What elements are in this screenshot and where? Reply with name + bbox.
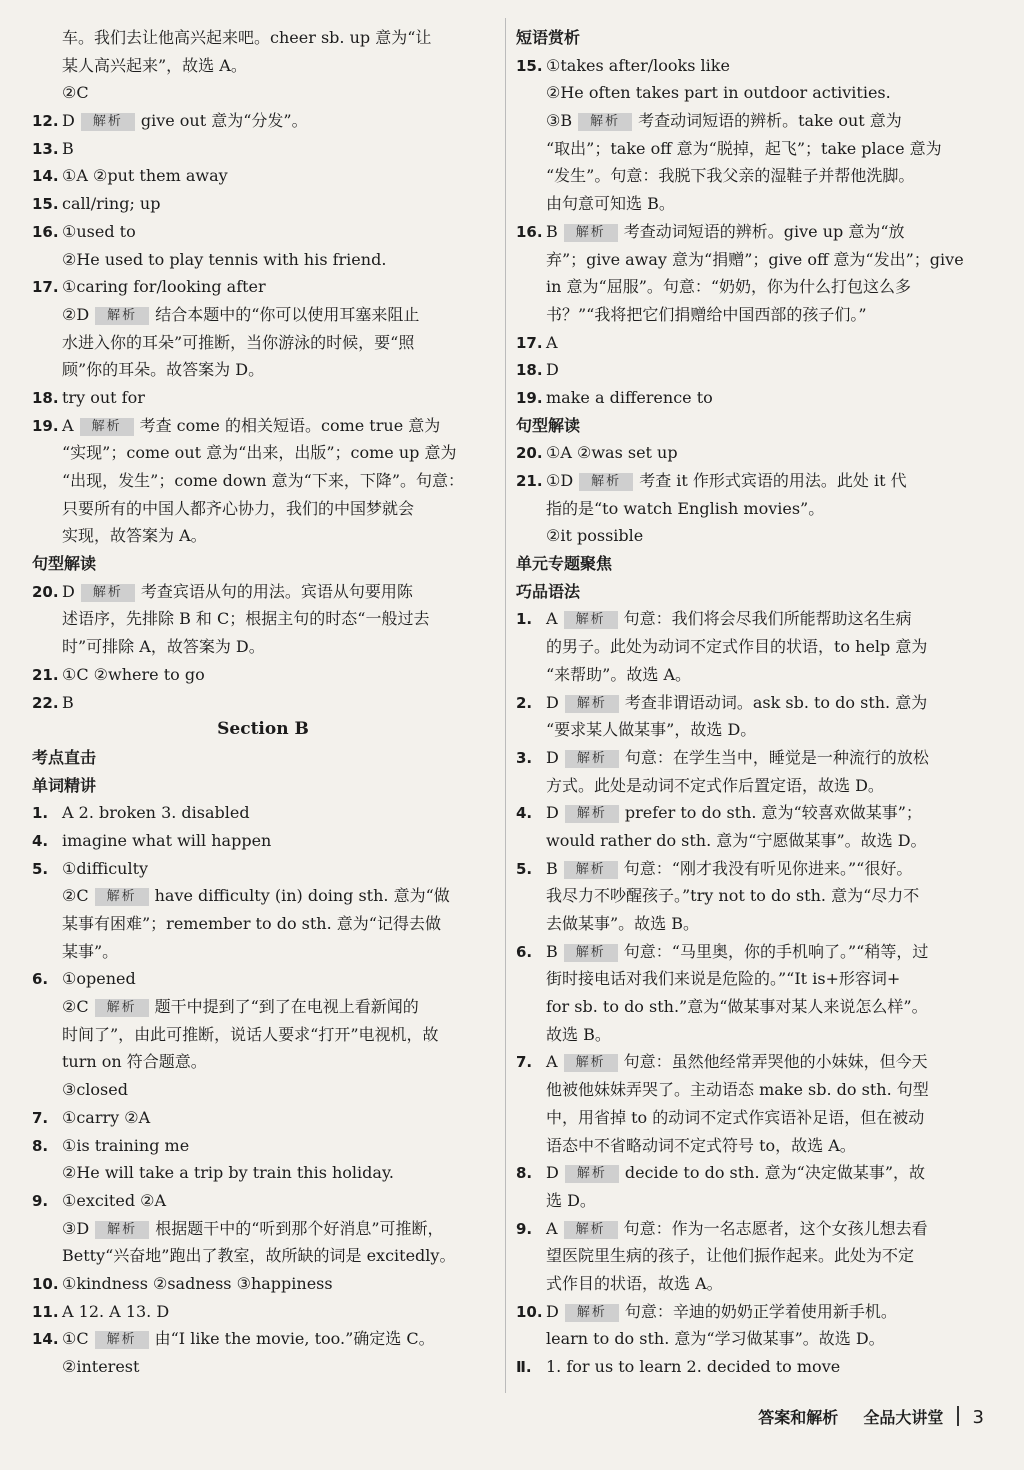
line-text: 选 D。 xyxy=(546,1190,596,1210)
line-text: turn on 符合题意。 xyxy=(62,1052,207,1072)
answer-item xyxy=(32,1270,494,1298)
analysis-tag: 解析 xyxy=(564,861,618,879)
answer-item xyxy=(32,799,494,827)
analysis-tag: 解析 xyxy=(565,805,619,823)
answer-line xyxy=(516,910,974,938)
line-text: “出现，发生”；come down 意为“下来，下降”。句意： xyxy=(62,471,465,490)
question-number: 5. xyxy=(32,859,49,878)
question-number: 22. xyxy=(32,693,59,712)
analysis-tag: 解析 xyxy=(564,944,618,962)
line-text: 方式。此处是动词不定式作后置定语，故选 D。 xyxy=(546,775,884,795)
explanation-text: give out 意为“分发”。 xyxy=(140,111,308,131)
explanation-text: 句意：在学生当中，睡觉是一种流行的放松 xyxy=(624,747,929,767)
answer-line xyxy=(32,79,494,107)
answer-text: D xyxy=(546,1163,559,1183)
answer-item xyxy=(32,1187,494,1215)
section-heading: 句型解读 xyxy=(32,554,97,574)
answer-item xyxy=(516,938,974,966)
answer-text: D xyxy=(62,111,75,131)
answer-item xyxy=(32,135,494,163)
answer-item xyxy=(32,1132,494,1160)
answer-line xyxy=(32,301,494,329)
line-text: 我尽力不吵醒孩子。”try not to do sth. 意为“尽力不 xyxy=(546,886,920,906)
explanation-text: 考查动词短语的辨析。take out 意为 xyxy=(638,111,902,131)
answer-text: D xyxy=(546,692,559,712)
question-number: 13. xyxy=(32,139,59,158)
line-text: ②He often takes part in outdoor activities. xyxy=(546,83,891,103)
question-number: 21. xyxy=(32,665,59,684)
answer-line xyxy=(32,882,494,910)
section-heading: 巧品语法 xyxy=(516,581,581,601)
question-number: 20. xyxy=(516,444,543,463)
answer-text: A xyxy=(546,332,558,352)
analysis-tag: 解析 xyxy=(95,307,149,325)
line-text: 时间了”，由此可推断，说话人要求“打开”电视机，故 xyxy=(62,1024,439,1044)
answer-text: ①opened xyxy=(62,969,136,989)
line-text: ②it possible xyxy=(546,526,644,546)
answer-item xyxy=(516,1215,974,1243)
answer-item xyxy=(516,439,974,467)
line-text: 水进入你的耳朵”可推断，当你游泳的时候，要“照 xyxy=(62,332,415,352)
answer-line xyxy=(32,910,494,938)
question-number: 9. xyxy=(32,1191,49,1210)
line-text: 去做某事”。故选 B。 xyxy=(546,914,700,933)
explanation-text: have difficulty (in) doing sth. 意为“做 xyxy=(154,886,450,906)
line-text: learn to do sth. 意为“学习做某事”。故选 D。 xyxy=(546,1329,885,1349)
question-number: 1. xyxy=(32,804,49,823)
answer-item xyxy=(516,1048,974,1076)
answer-text: D xyxy=(62,581,75,601)
line-text: ③closed xyxy=(62,1080,128,1100)
answer-line xyxy=(32,1048,494,1076)
question-number: 12. xyxy=(32,112,59,131)
answer-text: ①takes after/looks like xyxy=(546,55,730,75)
answer-line xyxy=(516,190,974,218)
line-text: 时”可排除 A，故答案为 D。 xyxy=(62,637,265,657)
footer-label-answers: 答案和解析 xyxy=(758,1408,839,1427)
line-text: “要求某人做某事”，故选 D。 xyxy=(546,720,757,740)
explanation-text: 题干中提到了“到了在电视上看新闻的 xyxy=(154,997,419,1017)
answer-text: A xyxy=(62,415,74,435)
analysis-tag: 解析 xyxy=(95,1331,149,1349)
answer-line xyxy=(516,273,974,301)
answer-line xyxy=(516,1187,974,1215)
answer-text: ②D xyxy=(62,304,90,324)
question-number: 19. xyxy=(32,416,59,435)
question-number: 17. xyxy=(32,278,59,297)
line-text: 顾”你的耳朵。故答案为 D。 xyxy=(62,360,265,380)
line-text: “来帮助”。故选 A。 xyxy=(546,664,692,684)
answer-item xyxy=(32,578,494,606)
explanation-text: 考查 come 的相关短语。come true 意为 xyxy=(139,415,441,435)
explanation-text: 考查动词短语的辨析。give up 意为“放 xyxy=(623,221,905,241)
question-number: 4. xyxy=(516,804,533,823)
answer-line xyxy=(516,882,974,910)
analysis-tag: 解析 xyxy=(81,584,135,602)
question-number: 17. xyxy=(516,333,543,352)
analysis-tag: 解析 xyxy=(564,611,618,629)
explanation-text: 句意：“刚才我没有听见你进来。”“很好。 xyxy=(623,858,913,878)
line-text: 弃”；give away 意为“捐赠”；give off 意为“发出”；give xyxy=(546,249,964,269)
question-number: 6. xyxy=(516,942,533,961)
question-number: 21. xyxy=(516,472,543,490)
answer-item xyxy=(516,1159,974,1187)
analysis-tag: 解析 xyxy=(579,473,633,491)
line-text: would rather do sth. 意为“宁愿做某事”。故选 D。 xyxy=(546,830,927,850)
answer-text: A xyxy=(546,609,558,629)
analysis-tag: 解析 xyxy=(565,750,619,768)
line-text: 望医院里生病的孩子，让他们振作起来。此处为不定 xyxy=(546,1246,915,1266)
answer-item xyxy=(32,1104,494,1132)
line-text: 由句意可知选 B。 xyxy=(546,194,675,214)
right-column xyxy=(516,24,974,1381)
line-text: ②interest xyxy=(62,1357,140,1376)
question-number: 7. xyxy=(516,1053,533,1072)
analysis-tag: 解析 xyxy=(564,1054,618,1072)
answer-line xyxy=(32,246,494,274)
question-number: 4. xyxy=(32,831,49,850)
answer-text: ①A ②put them away xyxy=(62,166,228,186)
question-number: 19. xyxy=(516,388,543,407)
section-heading: 句型解读 xyxy=(516,415,581,435)
answer-line xyxy=(32,329,494,357)
answer-line xyxy=(516,301,974,329)
answer-item xyxy=(516,467,974,495)
answer-line xyxy=(516,993,974,1021)
answer-line xyxy=(32,993,494,1021)
answer-item xyxy=(32,1298,494,1326)
question-number: 15. xyxy=(516,56,543,75)
answer-line xyxy=(516,965,974,993)
answer-line xyxy=(32,52,494,80)
line-text: ②C xyxy=(62,83,89,103)
line-text: 指的是“to watch English movies”。 xyxy=(546,498,825,518)
line-text: 实现，故答案为 A。 xyxy=(62,526,207,546)
question-number: 5. xyxy=(516,859,533,878)
answer-text: B xyxy=(62,138,74,158)
question-number: 8. xyxy=(32,1136,49,1155)
answer-line xyxy=(516,633,974,661)
answer-line xyxy=(516,1104,974,1132)
explanation-text: 根据题干中的“听到那个好消息”可推断， xyxy=(155,1218,444,1238)
answer-line xyxy=(32,1353,494,1381)
answer-item xyxy=(516,384,974,412)
answer-line xyxy=(516,772,974,800)
question-number: 14. xyxy=(32,1330,59,1349)
answer-text: A 2. broken 3. disabled xyxy=(62,803,250,823)
explanation-text: 句意：我们将会尽我们所能帮助这名生病 xyxy=(623,609,912,629)
answer-item xyxy=(516,52,974,80)
answer-line xyxy=(516,661,974,689)
answer-line xyxy=(516,1132,974,1160)
answer-item xyxy=(516,855,974,883)
answer-line xyxy=(516,1076,974,1104)
line-text: 书？”“我将把它们捐赠给中国西部的孩子们。” xyxy=(546,304,867,324)
question-number: Ⅱ. xyxy=(516,1358,532,1376)
answer-line xyxy=(516,716,974,744)
answer-text: ①D xyxy=(546,471,574,490)
answer-line xyxy=(32,1215,494,1243)
line-text: 语态中不省略动词不定式符号 to，故选 A。 xyxy=(546,1135,856,1155)
analysis-tag: 解析 xyxy=(565,1304,619,1322)
question-number: 14. xyxy=(32,167,59,186)
section-heading: 考点直击 xyxy=(32,747,97,767)
answer-item xyxy=(516,356,974,384)
explanation-text: 由“I like the movie, too.”确定选 C。 xyxy=(154,1329,435,1349)
answer-line xyxy=(516,1270,974,1298)
line-text: 故选 B。 xyxy=(546,1024,611,1044)
footer-separator xyxy=(957,1406,959,1426)
analysis-tag: 解析 xyxy=(81,113,135,131)
answer-text: ①C ②where to go xyxy=(62,664,205,684)
answer-text: ②C xyxy=(62,997,89,1017)
answer-line xyxy=(32,439,494,467)
question-number: 1. xyxy=(516,610,533,629)
line-text: 街时接电话对我们来说是危险的。”“It is+形容词+ xyxy=(546,969,901,989)
answer-item xyxy=(32,855,494,883)
answer-item xyxy=(32,689,494,717)
answer-line xyxy=(516,162,974,190)
analysis-tag: 解析 xyxy=(578,113,632,131)
analysis-tag: 解析 xyxy=(80,418,134,436)
explanation-text: 考查宾语从句的用法。宾语从句要用陈 xyxy=(140,581,413,601)
answer-line xyxy=(32,24,494,52)
question-number: 20. xyxy=(32,582,59,601)
answer-text: try out for xyxy=(62,387,145,407)
answer-line xyxy=(32,1159,494,1187)
line-text: “实现”；come out 意为“出来，出版”；come up 意为 xyxy=(62,443,457,463)
section-title: Section B xyxy=(217,719,309,740)
answer-text: A 12. A 13. D xyxy=(62,1301,170,1321)
answer-item xyxy=(516,329,974,357)
line-text: 只要所有的中国人都齐心协力，我们的中国梦就会 xyxy=(62,498,415,518)
question-number: 8. xyxy=(516,1164,533,1183)
answer-text: call/ring; up xyxy=(62,194,161,214)
answer-line xyxy=(516,495,974,523)
answer-item xyxy=(32,661,494,689)
line-text: 式作目的状语，故选 A。 xyxy=(546,1273,723,1293)
answer-text: B xyxy=(62,692,74,712)
line-text: 某事有困难”；remember to do sth. 意为“记得去做 xyxy=(62,914,441,933)
analysis-tag: 解析 xyxy=(565,695,619,713)
answer-text: ①A ②was set up xyxy=(546,443,678,463)
question-number: 11. xyxy=(32,1302,59,1321)
answer-text: ①C xyxy=(62,1329,89,1349)
answer-line xyxy=(516,827,974,855)
question-number: 15. xyxy=(32,195,59,214)
answer-line xyxy=(516,246,974,274)
question-number: 6. xyxy=(32,970,49,989)
question-number: 2. xyxy=(516,693,533,712)
section-heading: 单元专题聚焦 xyxy=(516,554,613,574)
answer-text: ②C xyxy=(62,886,89,906)
answer-line xyxy=(32,1076,494,1104)
answer-item xyxy=(32,412,494,440)
answer-text: A xyxy=(546,1218,558,1238)
answer-item xyxy=(32,218,494,246)
line-text: in 意为“屈服”。句意：“奶奶，你为什么打包这么多 xyxy=(546,277,912,297)
answer-line xyxy=(32,938,494,966)
answer-line xyxy=(32,605,494,633)
line-text: Betty“兴奋地”跑出了教室，故所缺的词是 excitedly。 xyxy=(62,1246,456,1266)
line-text: 中，用省掉 to 的动词不定式作宾语补足语，但在被动 xyxy=(546,1107,925,1127)
answer-item xyxy=(32,384,494,412)
explanation-text: 句意：虽然他经常弄哭他的小妹妹，但今天 xyxy=(623,1052,928,1072)
answer-text: B xyxy=(546,941,558,961)
answer-text: ①kindness ②sadness ③happiness xyxy=(62,1273,333,1293)
answer-text: ①excited ②A xyxy=(62,1190,167,1210)
answer-line xyxy=(32,495,494,523)
answer-item xyxy=(32,107,494,135)
answer-line xyxy=(516,79,974,107)
question-number: 18. xyxy=(32,388,59,407)
answer-item xyxy=(516,605,974,633)
line-text: 述语序，先排除 B 和 C；根据主句的时态“一般过去 xyxy=(62,609,430,629)
answer-line xyxy=(516,522,974,550)
page-number: 3 xyxy=(972,1407,984,1428)
answer-text: D xyxy=(546,747,559,767)
explanation-text: prefer to do sth. 意为“较喜欢做某事”； xyxy=(624,803,922,823)
left-column xyxy=(32,24,494,1381)
answer-item xyxy=(32,273,494,301)
analysis-tag: 解析 xyxy=(95,999,149,1017)
answer-text: B xyxy=(546,221,558,241)
answer-line xyxy=(32,633,494,661)
question-number: 10. xyxy=(516,1302,543,1321)
answer-item xyxy=(32,190,494,218)
answer-text: ①used to xyxy=(62,221,136,241)
line-text: 的男子。此处为动词不定式作目的状语，to help 意为 xyxy=(546,637,928,657)
answer-text: D xyxy=(546,803,559,823)
explanation-text: 考查非谓语动词。ask sb. to do sth. 意为 xyxy=(624,692,928,712)
answer-item xyxy=(516,218,974,246)
answer-item xyxy=(516,744,974,772)
answer-line xyxy=(32,356,494,384)
answer-item xyxy=(32,1325,494,1353)
answer-text: imagine what will happen xyxy=(62,830,272,850)
line-text: 车。我们去让他高兴起来吧。cheer sb. up 意为“让 xyxy=(62,28,432,47)
line-text: 他被他妹妹弄哭了。主动语态 make sb. do sth. 句型 xyxy=(546,1080,929,1100)
explanation-text: 句意：“马里奥，你的手机响了。”“稍等，过 xyxy=(623,941,929,961)
answer-text: A xyxy=(546,1052,558,1072)
answer-line xyxy=(32,467,494,495)
column-divider xyxy=(505,18,506,1393)
answer-text: D xyxy=(546,360,559,380)
answer-line xyxy=(516,107,974,135)
line-text: ②He will take a trip by train this holiday. xyxy=(62,1163,394,1183)
analysis-tag: 解析 xyxy=(564,1221,618,1239)
explanation-text: 句意：作为一名志愿者，这个女孩儿想去看 xyxy=(623,1218,928,1238)
explanation-text: 考查 it 作形式宾语的用法。此处 it 代 xyxy=(639,471,907,490)
answer-item xyxy=(32,162,494,190)
explanation-text: 句意：辛迪的奶奶正学着使用新手机。 xyxy=(624,1301,897,1321)
section-heading: 短语赏析 xyxy=(516,28,581,47)
answer-line xyxy=(32,1021,494,1049)
footer-label-brand: 全品大讲堂 xyxy=(863,1408,944,1427)
question-number: 18. xyxy=(516,361,543,380)
answer-line xyxy=(516,1021,974,1049)
answer-item xyxy=(516,689,974,717)
answer-item xyxy=(516,799,974,827)
line-text: “发生”。句意：我脱下我父亲的湿鞋子并帮他洗脚。 xyxy=(546,166,915,186)
answer-line xyxy=(516,135,974,163)
analysis-tag: 解析 xyxy=(95,1221,149,1239)
answer-item xyxy=(32,965,494,993)
answer-text: ③D xyxy=(62,1218,90,1238)
line-text: 某事”。 xyxy=(62,941,119,961)
question-number: 16. xyxy=(516,222,543,241)
line-text: for sb. to do sth.”意为“做某事对某人来说怎么样”。 xyxy=(546,997,928,1017)
explanation-text: decide to do sth. 意为“决定做某事”，故 xyxy=(624,1163,926,1183)
answer-line xyxy=(516,1242,974,1270)
section-heading: 单词精讲 xyxy=(32,775,97,795)
answer-text: D xyxy=(546,1301,559,1321)
question-number: 9. xyxy=(516,1219,533,1238)
line-text: “取出”；take off 意为“脱掉，起飞”；take place 意为 xyxy=(546,138,942,158)
answer-text: 1. for us to learn 2. decided to move xyxy=(546,1357,841,1376)
question-number: 7. xyxy=(32,1108,49,1127)
answer-text: ①is training me xyxy=(62,1135,190,1155)
answer-line xyxy=(516,1325,974,1353)
question-number: 3. xyxy=(516,748,533,767)
answer-text: make a difference to xyxy=(546,387,713,407)
answer-line xyxy=(32,522,494,550)
line-text: ②He used to play tennis with his friend. xyxy=(62,249,387,269)
analysis-tag: 解析 xyxy=(95,888,149,906)
answer-item xyxy=(516,1298,974,1326)
analysis-tag: 解析 xyxy=(564,224,618,242)
answer-text: B xyxy=(546,858,558,878)
answer-text: ①difficulty xyxy=(62,858,149,878)
line-text: 某人高兴起来”，故选 A。 xyxy=(62,55,247,75)
analysis-tag: 解析 xyxy=(565,1165,619,1183)
page-footer xyxy=(758,1404,984,1432)
answer-text: ①caring for/looking after xyxy=(62,277,266,297)
answer-item xyxy=(516,1353,974,1381)
answer-text: ③B xyxy=(546,111,573,131)
answer-text: ①carry ②A xyxy=(62,1107,151,1127)
explanation-text: 结合本题中的“你可以使用耳塞来阻止 xyxy=(155,304,420,324)
question-number: 10. xyxy=(32,1274,59,1293)
answer-item xyxy=(32,827,494,855)
answer-line xyxy=(32,1242,494,1270)
question-number: 16. xyxy=(32,222,59,241)
